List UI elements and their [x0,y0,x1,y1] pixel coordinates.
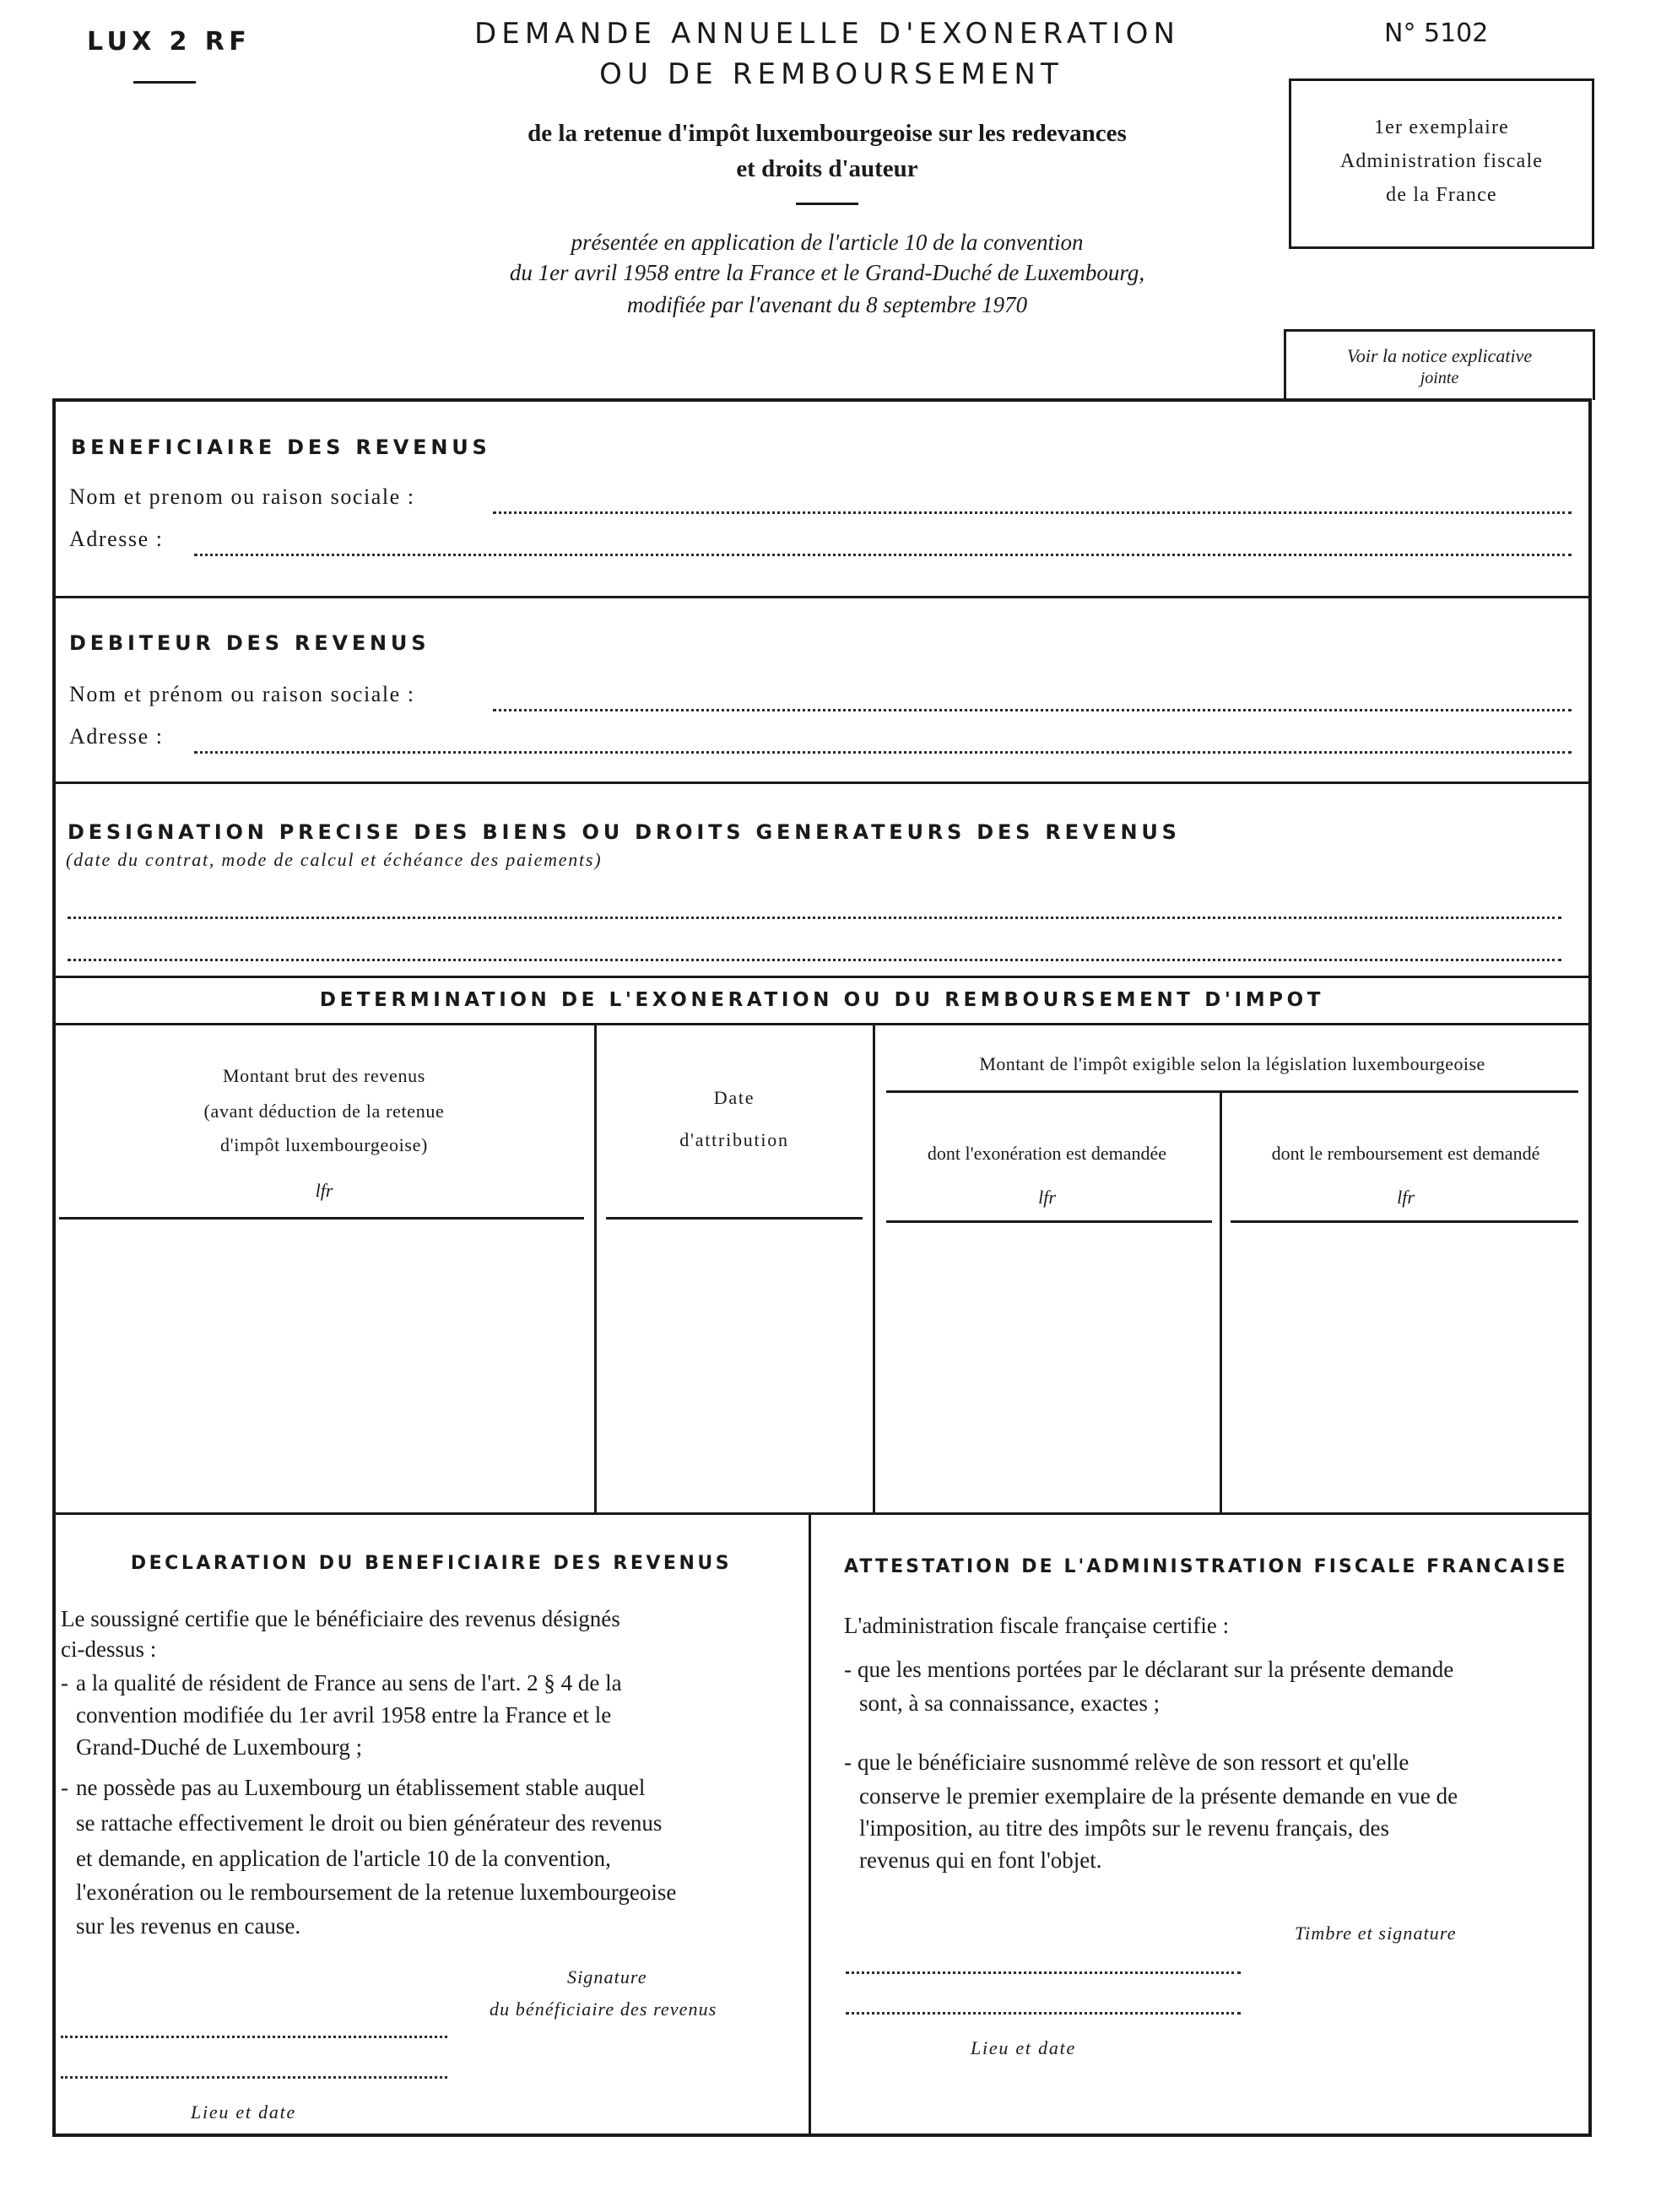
designation-note: (date du contrat, mode de calcul et échéance des paiements) [66,849,603,870]
copy-box-line3: de la France [1386,184,1497,206]
attestation-place-date: Lieu et date [971,2037,1076,2058]
declaration-intro-line1: Le soussigné certifie que le bénéficiaire des revenus désignés [61,1606,620,1631]
copy-box-line1: 1er exemplaire [1373,116,1510,138]
bottom-divider [809,1514,811,2134]
col4-header: dont le remboursement est demandé [1271,1143,1540,1164]
divider-determination-heading [54,1023,1590,1025]
attestation-bullet2-dash: - [844,1750,852,1775]
form-code: LUX 2 RF [87,27,252,57]
divider-determination [54,1512,1590,1515]
convention-line3: modifiée par l'avenant du 8 septembre 1970 [626,292,1028,317]
notice-box [1284,329,1595,400]
designation-heading: DESIGNATION PRECISE DES BIENS OU DROITS GENERATEURS DES REVENUS [68,820,1181,844]
attestation-bullet1-dash: - [844,1657,852,1682]
cell-refund-amount[interactable] [1225,1225,1587,1509]
declaration-bullet2-dash: - [61,1775,68,1800]
col3-header-underline [886,1220,1212,1223]
beneficiary-name-label: Nom et prenom ou raison sociale : [69,484,415,509]
form-title-line2: OU DE REMBOURSEMENT [599,57,1063,91]
cell-exemption-amount[interactable] [878,1225,1217,1509]
beneficiary-address-label: Adresse : [69,527,164,551]
declaration-b2-line5: sur les revenus en cause. [76,1913,301,1939]
declaration-place-date-field[interactable] [61,2076,447,2079]
col3-header: dont l'exonération est demandée [927,1143,1167,1164]
notice-line1: Voir la notice explicative [1346,345,1533,366]
declaration-b2-line4: l'exonération ou le remboursement de la retenue luxembourgeoise [76,1879,677,1905]
declaration-bullet1-dash: - [61,1670,68,1696]
debtor-address-field[interactable] [194,751,1572,754]
group-header-underline [886,1090,1578,1093]
declaration-signature-line2: du bénéficiaire des revenus [490,1998,717,2020]
debtor-name-label: Nom et prénom ou raison sociale : [69,682,415,706]
attestation-b2-line1: que le bénéficiaire susnommé relève de son ressort et qu'elle [858,1750,1409,1775]
declaration-signature-line1: Signature [567,1966,647,1988]
declaration-b2-line2: se rattache effectivement le droit ou bien générateur des revenus [76,1810,663,1836]
col2-header-line1: Date [713,1087,755,1108]
attestation-signature-field[interactable] [846,1971,1241,1974]
attestation-b2-line3: l'imposition, au titre des impôts sur le revenu français, des [859,1815,1389,1841]
col-rule-2 [873,1025,875,1512]
col1-header-line1: Montant brut des revenus [222,1065,426,1086]
col1-header-line2: (avant déduction de la retenue [203,1101,445,1122]
col4-header-underline [1231,1220,1578,1223]
attestation-intro: L'administration fiscale française certifie : [844,1613,1230,1638]
divider-designation [54,976,1590,978]
subtitle-line2: et droits d'auteur [736,155,918,182]
cell-gross-amount[interactable] [57,1224,591,1509]
determination-heading: DETERMINATION DE L'EXONERATION OU DU REMBOURSEMENT D'IMPOT [319,989,1325,1011]
debtor-address-label: Adresse : [69,724,164,749]
declaration-b2-line3: et demande, en application de l'article 10 de la convention, [76,1846,611,1871]
divider-beneficiary [54,596,1590,598]
attestation-b2-line4: revenus qui en font l'objet. [859,1847,1102,1873]
attestation-b1-line2: sont, à sa connaissance, exactes ; [859,1690,1161,1716]
subtitle-line1: de la retenue d'impôt luxembourgeoise sur les redevances [528,120,1127,147]
declaration-b1-line1: a la qualité de résident de France au sens de l'art. 2 § 4 de la [76,1670,622,1696]
declaration-b1-line2: convention modifiée du 1er avril 1958 entre la France et le [76,1702,612,1728]
convention-line2: du 1er avril 1958 entre la France et le Grand-Duché de Luxembourg, [509,260,1145,285]
declaration-b2-line1: ne possède pas au Luxembourg un établissement stable auquel [76,1775,646,1800]
col2-header-line2: d'attribution [679,1129,789,1150]
attestation-stamp-signature: Timbre et signature [1295,1923,1457,1944]
subtitle-underline [796,203,858,205]
attestation-place-date-field[interactable] [846,2012,1241,2015]
designation-field-line1[interactable] [68,917,1561,919]
divider-debtor [54,782,1590,784]
col1-unit: lfr [315,1180,333,1201]
col3-unit: lfr [1038,1187,1056,1208]
form-code-underline [133,81,196,84]
attestation-b2-line2: conserve le premier exemplaire de la présente demande en vue de [859,1783,1458,1809]
declaration-b1-line3: Grand-Duché de Luxembourg ; [76,1734,363,1760]
debtor-heading: DEBITEUR DES REVENUS [69,631,430,655]
cell-attribution-date[interactable] [599,1224,869,1509]
form-title-line1: DEMANDE ANNUELLE D'EXONERATION [473,17,1181,51]
copy-box-line2: Administration fiscale [1339,150,1544,172]
convention-line1: présentée en application de l'article 10 de la convention [571,230,1084,255]
col2-header-underline [606,1217,863,1220]
col1-header-underline [59,1217,584,1220]
col1-header-line3: d'impôt luxembourgeoise) [219,1134,429,1155]
copy-box [1289,78,1594,249]
attestation-b1-line1: que les mentions portées par le déclarant sur la présente demande [858,1657,1454,1682]
beneficiary-address-field[interactable] [194,554,1572,556]
debtor-name-field[interactable] [493,709,1572,711]
declaration-intro-line2: ci-dessus : [61,1636,157,1662]
beneficiary-name-field[interactable] [493,511,1572,514]
declaration-signature-field[interactable] [61,2036,447,2038]
col4-unit: lfr [1397,1187,1415,1208]
attestation-heading: ATTESTATION DE L'ADMINISTRATION FISCALE FRANCAISE [844,1556,1568,1577]
declaration-place-date: Lieu et date [191,2101,296,2123]
form-number: N° 5102 [1384,19,1489,48]
declaration-heading: DECLARATION DU BENEFICIAIRE DES REVENUS [130,1553,733,1574]
group-header: Montant de l'impôt exigible selon la législation luxembourgeoise [979,1053,1485,1074]
beneficiary-heading: BENEFICIAIRE DES REVENUS [71,435,491,459]
designation-field-line2[interactable] [68,959,1561,961]
notice-line2: jointe [1420,369,1459,387]
